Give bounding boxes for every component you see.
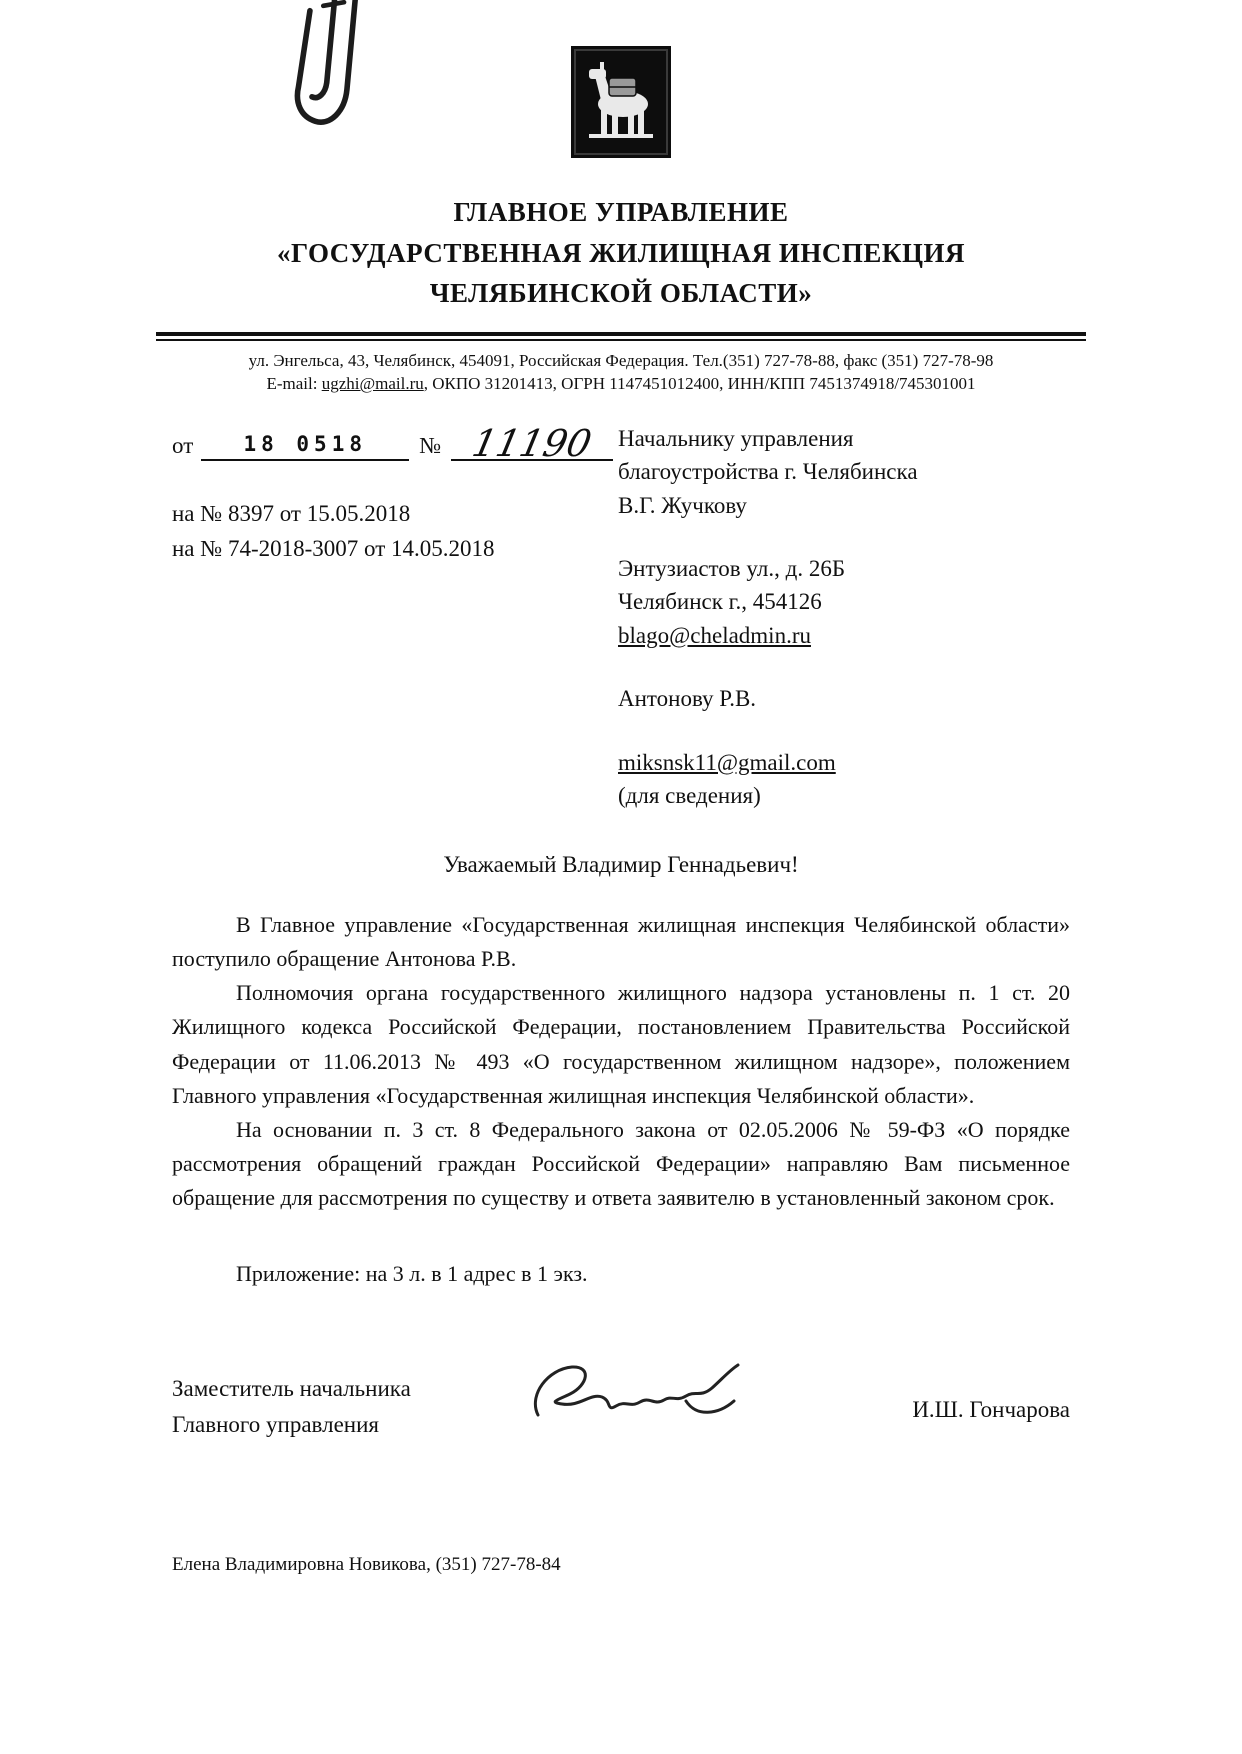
outgoing-number-line [172,422,604,466]
org-address-line1: ул. Энгельса, 43, Челябинск, 454091, Российская Федерация. Тел.(351) 727-78-88, факс (351) 727-78-98 [248,350,994,370]
spacer [618,716,1070,746]
secondary-recipient-note: (для сведения) [618,782,761,808]
org-name-line1: ГЛАВНОЕ УПРАВЛЕНИЕ [453,197,789,227]
recipient-title-line2: благоустройства г. Челябинска [618,459,918,485]
org-name-line2: «ГОСУДАРСТВЕННАЯ ЖИЛИЩНАЯ ИНСПЕКЦИЯ [276,237,966,268]
incoming-references [172,497,604,566]
org-email: ugzhi@mail.ru [321,374,424,394]
spacer [618,522,1070,552]
salutation: Уважаемый Владимир Геннадьевич! [443,852,799,878]
recipient-block [618,422,1070,812]
number-label: № [419,433,442,459]
organization-name [0,192,1242,314]
org-registration-numbers: , ОКПО 31201413, ОГРН 1147451012400, ИНН/КПП 7451374918/745301001 [423,374,976,394]
outgoing-number-field [451,422,613,466]
header-divider [156,332,1086,341]
recipient-title-line1: Начальнику управления [618,426,854,452]
recipient-name: В.Г. Жучкову [618,492,747,518]
org-name-line3: ЧЕЛЯБИНСКОЙ ОБЛАСТИ» [429,278,813,308]
date-stamp-field [201,431,409,461]
paperclip-icon [288,0,380,146]
letter-main [0,422,1242,1576]
signer-position-line1: Заместитель начальника [172,1376,411,1402]
recipient-email: blago@cheladmin.ru [618,622,811,648]
attachment-line: Приложение: на 3 л. в 1 адрес в 1 экз. [236,1261,588,1287]
signer-name: И.Ш. Гончарова [912,1397,1070,1423]
org-email-label: E-mail: [266,374,322,394]
body-paragraph-1: В Главное управление «Государственная жилищная инспекция Челябинской области» поступило обращение Антонова Р.В. [172,912,1070,972]
body-paragraph-2: Полномочия органа государственного жилищного надзора установлены п. 1 ст. 20 Жилищного кодекса Российской Федерации, постановлением Правительства Российской Федерации от 11.06.2013 № 493 «О государственном жилищном надзоре», положением Главного управления «Государственная жилищная инспекция Челябинской области». [172,980,1070,1108]
incoming-reference-1: на № 8397 от 15.05.2018 [172,501,411,527]
body-paragraph-3: На основании п. 3 ст. 8 Федерального закона от 02.05.2006 № 59-ФЗ «О порядке рассмотрения обращений граждан Российской Федерации» направляю Вам письменное обращение для рассмотрения по существу и ответа заявителю в установленный законом срок. [172,1116,1070,1210]
outgoing-reference-block [172,422,604,812]
secondary-recipient-email: miksnsk11@gmail.com [618,749,836,775]
coat-of-arms-emblem [571,46,671,158]
spacer [618,652,1070,682]
secondary-recipient-name: Антонову Р.В. [618,686,757,712]
from-label: от [172,433,194,459]
handwritten-number: 11190 [468,422,596,466]
signature-section [172,1371,1070,1442]
recipient-city: Челябинск г., 454126 [618,589,822,615]
signer-position [172,1371,472,1442]
handwritten-signature [520,1357,760,1437]
incoming-reference-2: на № 74-2018-3007 от 14.05.2018 [172,535,495,561]
org-address-line2 [0,372,1242,396]
executor-contact: Елена Владимировна Новикова, (351) 727-78-84 [172,1554,561,1576]
date-stamp: 18 0518 [243,432,367,457]
organization-contacts [0,349,1242,397]
recipient-street: Энтузиастов ул., д. 26Б [618,556,846,582]
reference-section [172,422,1070,812]
signer-position-line2: Главного управления [172,1411,379,1437]
